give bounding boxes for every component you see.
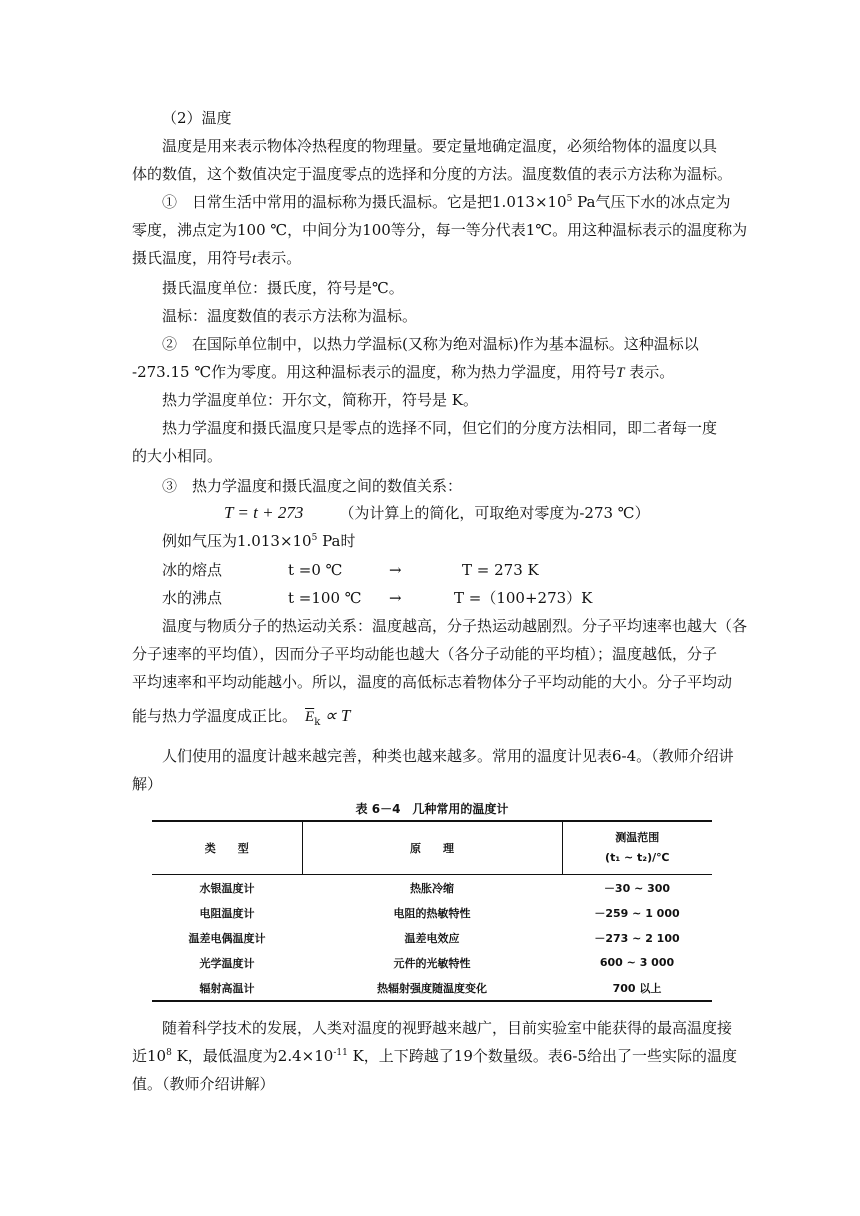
paragraph-line: 分子速率的平均值），因而分子平均动能也越大（各分子动能的平均植）；温度越低，分子 bbox=[132, 645, 718, 663]
cell-range: －30 ~ 300 bbox=[603, 881, 671, 895]
paragraph-line: 温度与物质分子的热运动关系：温度越高，分子热运动越剧烈。分子平均速率也越大（各 bbox=[162, 617, 748, 635]
header-type: 类 型 bbox=[204, 842, 249, 855]
paragraph-line: -273.15 ℃作为零度。用这种温标表示的温度，称为热力学温度，用符号T 表示。 bbox=[132, 363, 675, 381]
cell-range: 700 以上 bbox=[612, 981, 662, 995]
cell-principle: 热辐射强度随温度变化 bbox=[377, 981, 488, 995]
cell-range: －259 ~ 1 000 bbox=[594, 906, 680, 920]
cell-type: 辐射高温计 bbox=[199, 981, 255, 995]
paragraph-line: ③ 热力学温度和摄氏温度之间的数值关系： bbox=[162, 477, 463, 495]
paragraph-line: 的大小相同。 bbox=[132, 447, 223, 465]
table-header-row bbox=[152, 821, 712, 875]
section-heading: （2）温度 bbox=[162, 109, 232, 127]
formula: T = t + 273 bbox=[224, 503, 304, 522]
table-row bbox=[152, 950, 712, 975]
paragraph-line: 近$10^8$ K，最低温度为$2.4\times 10^{-11}$ K，上下跨越了19个数量级。表6-5给出了一些实际的温度 bbox=[132, 1047, 738, 1065]
kelvin-unit-line: 热力学温度单位：开尔文，简称开，符号是 K。 bbox=[162, 391, 478, 409]
paragraph-line: ① 日常生活中常用的温标称为摄氏温标。它是把$1.013\times 10^5$ Pa气压下水的冰点定为 bbox=[162, 193, 731, 211]
table-row bbox=[152, 925, 712, 950]
formula-note: （为计算上的简化，可取绝对零度为-273 ℃） bbox=[339, 504, 650, 522]
paragraph-line: 温度是用来表示物体冷热程度的物理量。要定量地确定温度，必须给物体的温度以具 bbox=[162, 137, 718, 155]
paragraph-line: 随着科学技术的发展，人类对温度的视野越来越广，目前实验室中能获得的最高温度接 bbox=[162, 1019, 733, 1037]
arrow-icon: → bbox=[389, 589, 402, 607]
table-row bbox=[152, 875, 712, 901]
cell-principle: 元件的光敏特性 bbox=[393, 956, 471, 970]
melting-T: T = 273 K bbox=[462, 561, 539, 579]
paragraph-line: 平均速率和平均动能越小。所以，温度的高低标志着物体分子平均动能的大小。分子平均动 bbox=[132, 673, 733, 691]
paragraph-line: 摄氏温度，用符号t表示。 bbox=[132, 249, 302, 267]
table-row bbox=[152, 900, 712, 925]
melting-t: t =0 ℃ bbox=[288, 561, 343, 579]
cell-type: 光学温度计 bbox=[199, 956, 255, 970]
paragraph-line: 人们使用的温度计越来越完善，种类也越来越多。常用的温度计见表6-4。（教师介绍讲 bbox=[162, 747, 734, 765]
cell-type: 电阻温度计 bbox=[199, 906, 255, 920]
cell-range: －273 ~ 2 100 bbox=[594, 931, 680, 945]
celsius-unit-line: 摄氏温度单位：摄氏度，符号是℃。 bbox=[162, 279, 404, 297]
paragraph-line: 热力学温度和摄氏温度只是零点的选择不同，但它们的分度方法相同，即二者每一度 bbox=[162, 419, 718, 437]
cell-range: 600 ~ 3 000 bbox=[599, 956, 675, 969]
melting-label: 冰的熔点 bbox=[162, 561, 223, 579]
boiling-t: t =100 ℃ bbox=[288, 589, 362, 607]
cell-principle: 电阻的热敏特性 bbox=[393, 906, 471, 920]
scale-definition-line: 温标：温度数值的表示方法称为温标。 bbox=[162, 307, 418, 325]
boiling-label: 水的沸点 bbox=[162, 589, 223, 607]
paragraph-line: 解） bbox=[132, 775, 163, 793]
boiling-T: T =（100+273）K bbox=[454, 589, 593, 607]
arrow-icon: → bbox=[389, 561, 402, 579]
thermometer-table bbox=[152, 820, 712, 1002]
cell-type: 温差电偶温度计 bbox=[188, 931, 266, 945]
paragraph-line: ② 在国际单位制中，以热力学温标(又称为绝对温标)作为基本温标。这种温标以 bbox=[162, 335, 699, 353]
proportional-line: 能与热力学温度成正比。 $\overline{E}_k \propto T$ bbox=[132, 706, 351, 728]
paragraph-line: 零度，沸点定为100 ℃，中间分为100等分，每一等分代表1℃。用这种温标表示的温度称为 bbox=[132, 221, 748, 239]
formula-line bbox=[224, 499, 824, 527]
table-caption: 表 6－4 几种常用的温度计 bbox=[355, 802, 509, 816]
paragraph-line: 值。（教师介绍讲解） bbox=[132, 1075, 275, 1093]
table-row bbox=[152, 975, 712, 1001]
cell-type: 水银温度计 bbox=[199, 881, 255, 895]
header-range: 测温范围 (t₁ ~ t₂)/℃ bbox=[605, 831, 670, 864]
cell-principle: 热胀冷缩 bbox=[410, 881, 455, 895]
paragraph-line: 体的数值，这个数值决定于温度零点的选择和分度的方法。温度数值的表示方法称为温标。 bbox=[132, 165, 733, 183]
example-line: 例如气压为$1.013\times 10^5$ Pa时 bbox=[162, 532, 356, 550]
header-principle: 原 理 bbox=[302, 821, 562, 875]
cell-principle: 温差电效应 bbox=[404, 931, 460, 945]
